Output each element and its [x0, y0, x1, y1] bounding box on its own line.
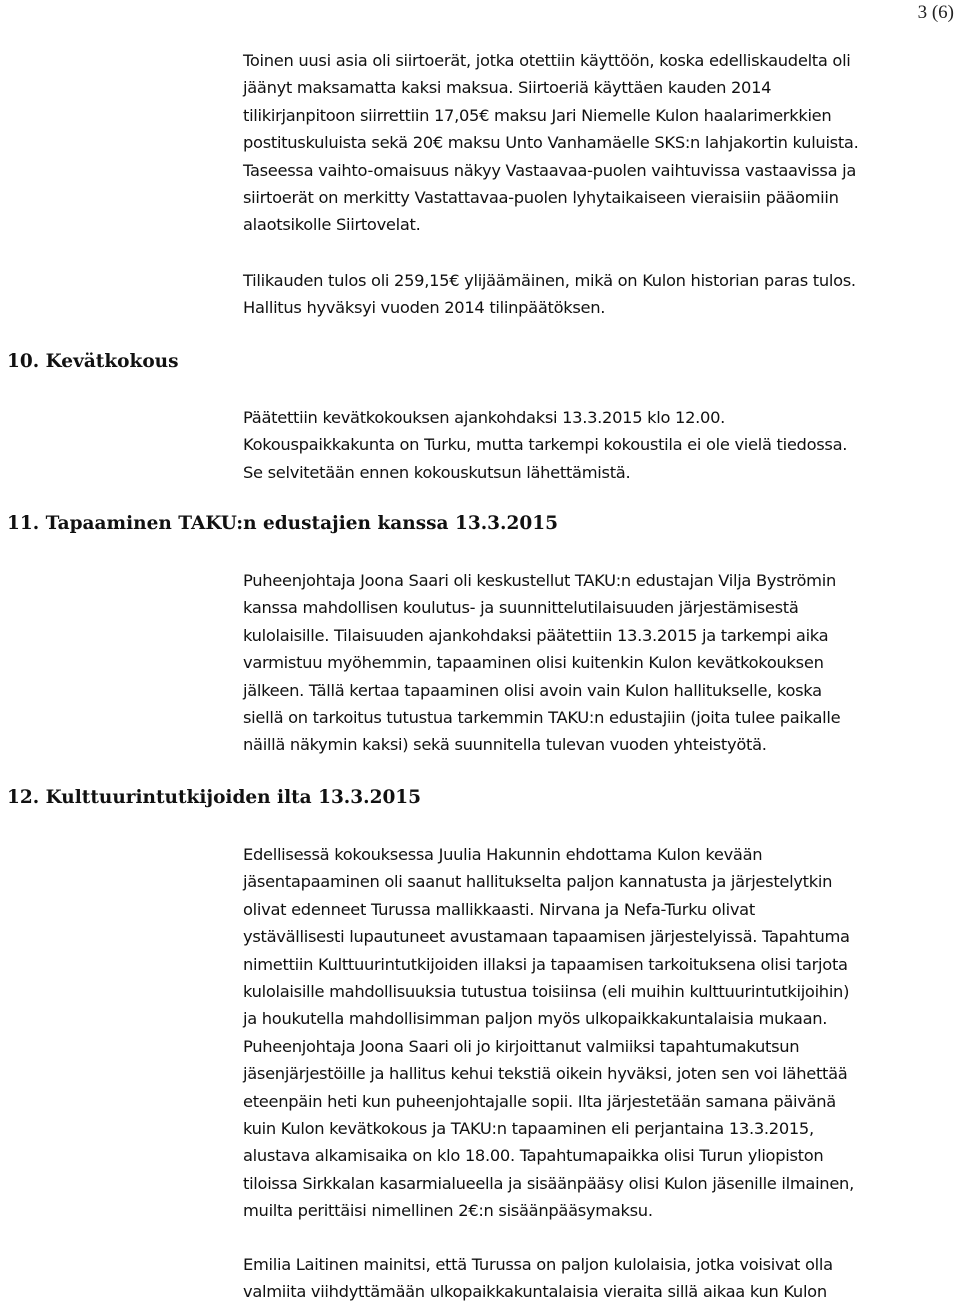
section-heading-kulttuurintutkijoiden-ilta: 12. Kulttuurintutkijoiden ilta 13.3.2015 [7, 787, 422, 808]
paragraph-tilikauden-tulos: Tilikauden tulos oli 259,15€ ylijäämäinen, mikä on Kulon historian paras tulos. Hallitus hyväksyi vuoden 2014 tilinpäätöksen. [243, 271, 856, 318]
paragraph-taku-tapaaminen: Puheenjohtaja Joona Saari oli keskustellut TAKU:n edustajan Vilja Byströmin kanssa mahdollisen koulutus- ja suunnittelutilaisuuden järjestämisestä kulolaisille. Tilaisuuden ajankohdaksi päätettiin 13.3.2015 ja tarkempi aika varmistuu myöhemmin, tapaaminen olisi kuitenkin Kulon kevätkokouksen jälkeen. Tällä kertaa tapaaminen olisi avoin vain Kulon hallitukselle, koska siellä on tarkoitus tutustua tarkemmin TAKU:n edustajiin (joita tulee paikalle näillä näkymin kaksi) sekä suunnitella tulevan vuoden yhteistyötä. [243, 571, 841, 755]
section-heading-taku-tapaaminen: 11. Tapaaminen TAKU:n edustajien kanssa 13.3.2015 [7, 513, 558, 534]
paragraph-kulttuurintutkijoiden-ilta: Edellisessä kokouksessa Juulia Hakunnin ehdottama Kulon kevään jäsentapaaminen oli saanut hallitukselta paljon kannatusta ja järjestelytkin olivat edenneet Turussa mallikkaasti. Nirvana ja Nefa-Turku olivat ystävällisesti lupautuneet avustamaan tapaamisen järjestelyissä. Tapahtuma nimettiin Kulttuurintutkijoiden illaksi ja tapaamisen tarkoituksena olisi tarjota kulolaisille mahdollisuuksia tutustua toisiinsa (eli muihin kulttuurintutkijoihin) ja houkutella mahdollisimman paljon myös ulkopaikkakuntalaisia mukaan. Puheenjohtaja Joona Saari oli jo kirjoittanut valmiiksi tapahtumakutsun jäsenjärjestöille ja hallitus kehui tekstiä oikein hyväksi, joten sen voi lähettää eteenpäin heti kun puheenjohtajalle sopii. Ilta järjestetään samana päivänä kuin Kulon kevätkokous ja TAKU:n tapaaminen eli perjantaina 13.3.2015, alustava alkamisaika on klo 18.00. Tapahtumapaikka olisi Turun yliopiston tiloissa Sirkkalan kasarmialueella ja sisäänpääsy olisi Kulon jäsenille ilmainen, muilta perittäisi nimellinen 2€:n sisäänpääsymaksu. [243, 845, 854, 1221]
paragraph-kevatkokous: Päätettiin kevätkokouksen ajankohdaksi 13.3.2015 klo 12.00. Kokouspaikkakunta on Turku, mutta tarkempi kokoustila ei ole vielä tiedossa. Se selvitetään ennen kokouskutsun lähettämistä. [243, 408, 848, 482]
paragraph-emilia-laitinen: Emilia Laitinen mainitsi, että Turussa on paljon kulolaisia, jotka voisivat olla valmiita viihdyttämään ulkopaikkakuntalaisia vieraita sillä aikaa kun Kulon [243, 1255, 833, 1302]
paragraph-siirtoerat: Toinen uusi asia oli siirtoerät, jotka otettiin käyttöön, koska edelliskaudelta oli jäänyt maksamatta kaksi maksua. Siirtoeriä käyttäen kauden 2014 tilikirjanpitoon siirrettiin 17,05€ maksu Jari Niemelle Kulon haalarimerkkien postituskuluista sekä 20€ maksu Unto Vanhamäelle SKS:n lahjakortin kuluista. Taseessa vaihto-omaisuus näkyy Vastaavaa-puolen vaihtuvissa vastaavissa ja siirtoerät on merkitty Vastattavaa-puolen lyhytaikaiseen vieraisiin pääomiin alaotsikolle Siirtovelat. [243, 51, 859, 235]
section-heading-kevatkokous: 10. Kevätkokous [7, 351, 179, 372]
page-number: 3 (6) [917, 2, 954, 23]
